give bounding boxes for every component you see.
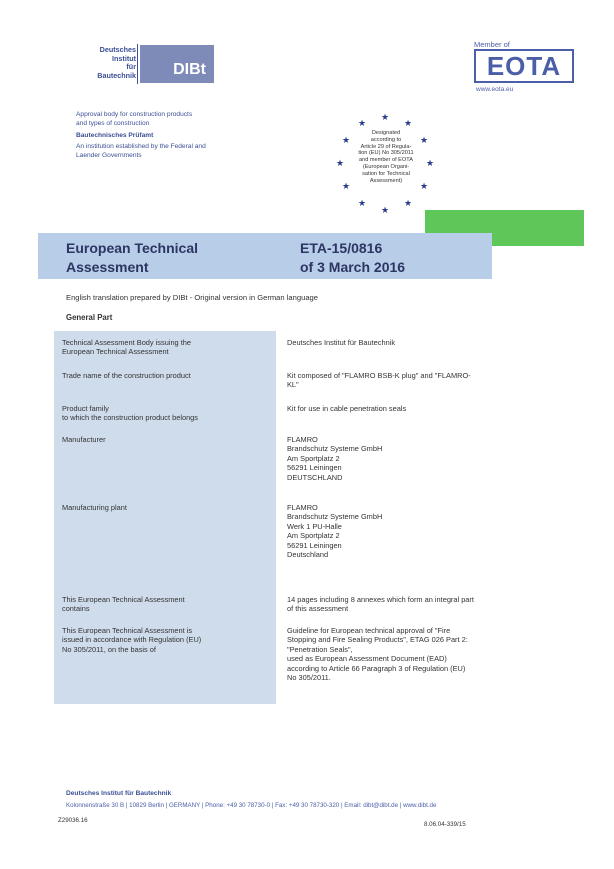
general-part-heading: General Part [66, 313, 113, 322]
svg-text:★: ★ [341, 182, 351, 192]
svg-text:★: ★ [419, 182, 429, 192]
field-value-basis: Guideline for European technical approval of "Fire Stopping and Fire Sealing Products", ETAG 026 Part 2: "Penetration Seals", used as European Assessment Document (EAD) according to Article 66 Paragraph 3 of Regulation (EU) No 305/2011. [287, 626, 468, 683]
eota-url: www.eota.eu [476, 86, 514, 93]
translation-note: English translation prepared by DIBt - Original version in German language [66, 293, 318, 302]
svg-text:★: ★ [357, 119, 367, 129]
svg-text:★: ★ [380, 113, 390, 123]
field-value-contains: 14 pages including 8 annexes which form an integral part of this assessment [287, 595, 474, 614]
footer-right-code: 8.06.04-339/15 [424, 821, 466, 828]
field-value-assessment-body: Deutsches Institut für Bautechnik [287, 338, 396, 347]
dibt-name: Deutsches Institut für Bautechnik [97, 45, 136, 80]
dibt-logo: DIBt [140, 45, 214, 83]
field-label-assessment-body: Technical Assessment Body issuing the European Technical Assessment [62, 338, 191, 357]
footer-institute: Deutsches Institut für Bautechnik [66, 790, 172, 797]
document-title: European Technical Assessment [66, 240, 198, 275]
field-value-trade-name: Kit composed of "FLAMRO BSB-K plug" and "FLAMRO- KL" [287, 371, 471, 390]
designated-body-text: Designated according to Article 29 of Regula- tion (EU) No 305/2011 and member of EOTA (European Organi- sation for Technical Assessment) [358, 130, 414, 184]
svg-text:★: ★ [403, 119, 413, 129]
field-value-manufacturing-plant: FLAMRO Brandschutz Systeme GmbH Werk 1 PU-Halle Am Sportplatz 2 56291 Leiningen Deutschland [287, 503, 383, 560]
field-label-basis: This European Technical Assessment is issued in accordance with Regulation (EU) No 305/2011, on the basis of [62, 626, 202, 654]
field-label-manufacturing-plant: Manufacturing plant [62, 503, 127, 512]
svg-text:★: ★ [425, 159, 435, 169]
svg-text:★: ★ [357, 199, 367, 209]
field-label-trade-name: Trade name of the construction product [62, 371, 191, 380]
svg-text:★: ★ [341, 136, 351, 146]
field-value-product-family: Kit for use in cable penetration seals [287, 404, 407, 413]
svg-text:★: ★ [403, 199, 413, 209]
eota-member-label: Member of [474, 40, 510, 49]
eta-number: ETA-15/0816 of 3 March 2016 [300, 240, 406, 275]
field-label-product-family: Product family to which the construction product belongs [62, 404, 198, 423]
field-label-contains: This European Technical Assessment contains [62, 595, 185, 614]
dibt-logo-divider [137, 44, 138, 84]
eota-logo: EOTA [474, 49, 574, 83]
field-value-manufacturer: FLAMRO Brandschutz Systeme GmbH Am Sportplatz 2 56291 Leiningen DEUTSCHLAND [287, 435, 383, 482]
svg-text:★: ★ [419, 136, 429, 146]
svg-text:★: ★ [335, 159, 345, 169]
approval-bold: Bautechnisches Prüfamt [76, 131, 154, 139]
footer-left-code: Z29036.16 [58, 817, 88, 824]
svg-text:★: ★ [380, 206, 390, 216]
footer-contact: Kolonnenstraße 30 B | 10829 Berlin | GERMANY | Phone: +49 30 78730-0 | Fax: +49 30 78730-320 | Email: dibt@dibt.de | www.dibt.de [66, 802, 437, 809]
approval-body-text: Approval body for construction products and types of construction Bautechnisches Prüfamt An institution established by the Federal and Laender Governments [76, 111, 206, 160]
field-label-manufacturer: Manufacturer [62, 435, 106, 444]
